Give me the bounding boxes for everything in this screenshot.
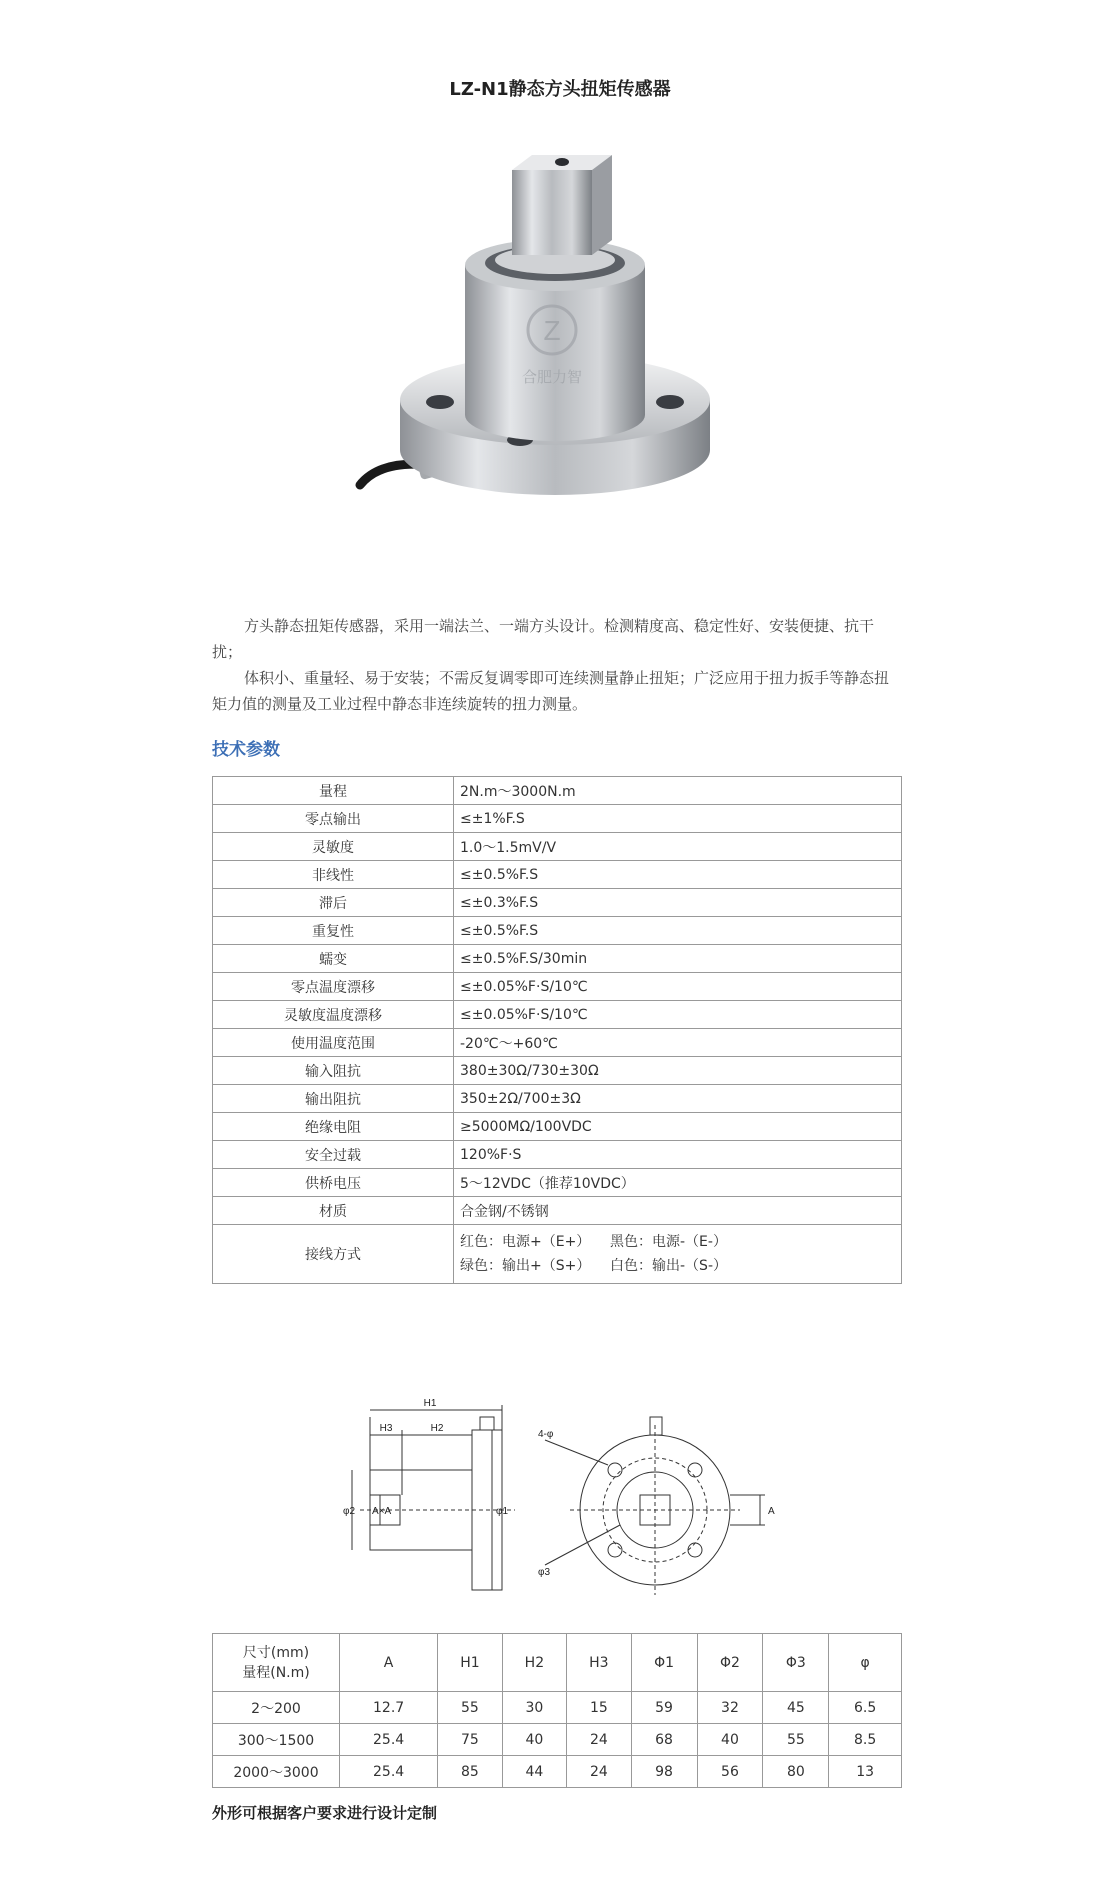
table-row: [213, 833, 902, 861]
dim-cell: 25.4: [340, 1724, 438, 1756]
dim-cell: 30: [502, 1692, 566, 1724]
dim-cell: 8.5: [829, 1724, 902, 1756]
column-header: Φ1: [631, 1634, 697, 1692]
spec-value: 合金钢/不锈钢: [454, 1197, 902, 1225]
spec-value: ≤±1%F.S: [454, 805, 902, 833]
label-a: A: [768, 1506, 775, 1517]
spec-key: 绝缘电阻: [213, 1113, 454, 1141]
table-row: [213, 917, 902, 945]
dim-cell: 98: [631, 1756, 697, 1788]
dim-cell: 13: [829, 1756, 902, 1788]
spec-value: 5～12VDC（推荐10VDC）: [454, 1169, 902, 1197]
table-row: [213, 1756, 902, 1788]
spec-key: 材质: [213, 1197, 454, 1225]
table-row: [213, 861, 902, 889]
dim-cell: 25.4: [340, 1756, 438, 1788]
dim-cell: 55: [438, 1692, 502, 1724]
spec-value: ≤±0.5%F.S: [454, 917, 902, 945]
table-row: [213, 1057, 902, 1085]
svg-text:Z: Z: [543, 315, 561, 346]
column-header: Φ3: [763, 1634, 829, 1692]
spec-key: 灵敏度温度漂移: [213, 1001, 454, 1029]
table-row: [213, 945, 902, 973]
spec-value: 2N.m～3000N.m: [454, 777, 902, 805]
label-holes: 4-φ: [538, 1429, 554, 1440]
spec-value-wiring: [454, 1225, 902, 1284]
column-header: H2: [502, 1634, 566, 1692]
table-row: [213, 805, 902, 833]
dim-cell: 85: [438, 1756, 502, 1788]
dim-cell: 24: [567, 1756, 631, 1788]
table-row: [213, 973, 902, 1001]
table-row-wiring: [213, 1225, 902, 1284]
table-row: [213, 1169, 902, 1197]
column-header: A: [340, 1634, 438, 1692]
column-header: H3: [567, 1634, 631, 1692]
spec-key: 接线方式: [213, 1225, 454, 1284]
table-row: [213, 1029, 902, 1057]
spec-value: ≥5000MΩ/100VDC: [454, 1113, 902, 1141]
table-row: [213, 1197, 902, 1225]
spec-table: [212, 776, 902, 1284]
dimension-drawing: [340, 1395, 790, 1625]
spec-key: 安全过载: [213, 1141, 454, 1169]
spec-key: 输入阻抗: [213, 1057, 454, 1085]
dim-cell: 24: [567, 1724, 631, 1756]
spec-value: ≤±0.05%F·S/10℃: [454, 1001, 902, 1029]
column-header: φ: [829, 1634, 902, 1692]
table-row: [213, 1141, 902, 1169]
page-title: LZ-N1静态方头扭矩传感器: [449, 79, 671, 100]
table-row: [213, 1085, 902, 1113]
spec-value: 350±2Ω/700±3Ω: [454, 1085, 902, 1113]
dim-cell: 12.7: [340, 1692, 438, 1724]
label-phi3: φ3: [538, 1567, 551, 1578]
spec-key: 灵敏度: [213, 833, 454, 861]
spec-key: 蠕变: [213, 945, 454, 973]
table-header-row: [213, 1634, 902, 1692]
dim-cell: 56: [697, 1756, 763, 1788]
corner-bottom: 量程(N.m): [242, 1664, 310, 1681]
wire-red: 红色：电源+（E+）: [460, 1234, 591, 1250]
column-header: Φ2: [697, 1634, 763, 1692]
label-phi1: φ1: [496, 1506, 509, 1517]
range-cell: 2～200: [213, 1692, 340, 1724]
dim-cell: 15: [567, 1692, 631, 1724]
dim-cell: 40: [502, 1724, 566, 1756]
spec-value: ≤±0.5%F.S/30min: [454, 945, 902, 973]
label-h2: H2: [430, 1423, 444, 1434]
dim-cell: 6.5: [829, 1692, 902, 1724]
table-row: [213, 889, 902, 917]
table-row: [213, 1724, 902, 1756]
range-cell: 300～1500: [213, 1724, 340, 1756]
column-header: H1: [438, 1634, 502, 1692]
dim-cell: 32: [697, 1692, 763, 1724]
dimension-table: [212, 1633, 902, 1788]
spec-key: 使用温度范围: [213, 1029, 454, 1057]
spec-key: 非线性: [213, 861, 454, 889]
wire-black: 黑色：电源-（E-）: [610, 1234, 727, 1250]
corner-top: 尺寸(mm): [242, 1644, 310, 1661]
range-cell: 2000～3000: [213, 1756, 340, 1788]
intro-paragraph-1: 方头静态扭矩传感器，采用一端法兰、一端方头设计。检测精度高、稳定性好、安装便捷、抗干扰；: [212, 617, 875, 661]
spec-value: 380±30Ω/730±30Ω: [454, 1057, 902, 1085]
table-row: [213, 1113, 902, 1141]
dim-cell: 55: [763, 1724, 829, 1756]
spec-value: 1.0～1.5mV/V: [454, 833, 902, 861]
dim-cell: 59: [631, 1692, 697, 1724]
spec-key: 重复性: [213, 917, 454, 945]
spec-key: 滞后: [213, 889, 454, 917]
spec-value: ≤±0.05%F·S/10℃: [454, 973, 902, 1001]
spec-key: 输出阻抗: [213, 1085, 454, 1113]
spec-key: 零点输出: [213, 805, 454, 833]
label-h3: H3: [379, 1423, 393, 1434]
dim-cell: 40: [697, 1724, 763, 1756]
product-image: [320, 150, 800, 540]
watermark-text: 合肥力智: [521, 368, 583, 386]
label-phi2: φ2: [343, 1506, 356, 1517]
dim-cell: 75: [438, 1724, 502, 1756]
spec-key: 供桥电压: [213, 1169, 454, 1197]
table-row: [213, 1001, 902, 1029]
spec-value: 120%F·S: [454, 1141, 902, 1169]
wire-green: 绿色：输出+（S+）: [460, 1258, 591, 1274]
table-row: [213, 1692, 902, 1724]
section-title-specs: 技术参数: [212, 740, 280, 760]
spec-key: 量程: [213, 777, 454, 805]
label-h1: H1: [423, 1398, 437, 1409]
spec-key: 零点温度漂移: [213, 973, 454, 1001]
customization-note: 外形可根据客户要求进行设计定制: [212, 1804, 438, 1822]
wire-white: 白色：输出-（S-）: [610, 1258, 727, 1274]
spec-value: -20℃～+60℃: [454, 1029, 902, 1057]
spec-value: ≤±0.5%F.S: [454, 861, 902, 889]
label-axa: A×A: [372, 1506, 392, 1517]
dim-cell: 68: [631, 1724, 697, 1756]
corner-cell: [213, 1634, 340, 1692]
dim-cell: 80: [763, 1756, 829, 1788]
dim-cell: 44: [502, 1756, 566, 1788]
table-row: [213, 777, 902, 805]
intro-paragraph-2: 体积小、重量轻、易于安装；不需反复调零即可连续测量静止扭矩；广泛应用于扭力扳手等静态扭矩力值的测量及工业过程中静态非连续旋转的扭力测量。: [212, 669, 890, 713]
dim-cell: 45: [763, 1692, 829, 1724]
spec-value: ≤±0.3%F.S: [454, 889, 902, 917]
product-intro: [212, 613, 902, 717]
